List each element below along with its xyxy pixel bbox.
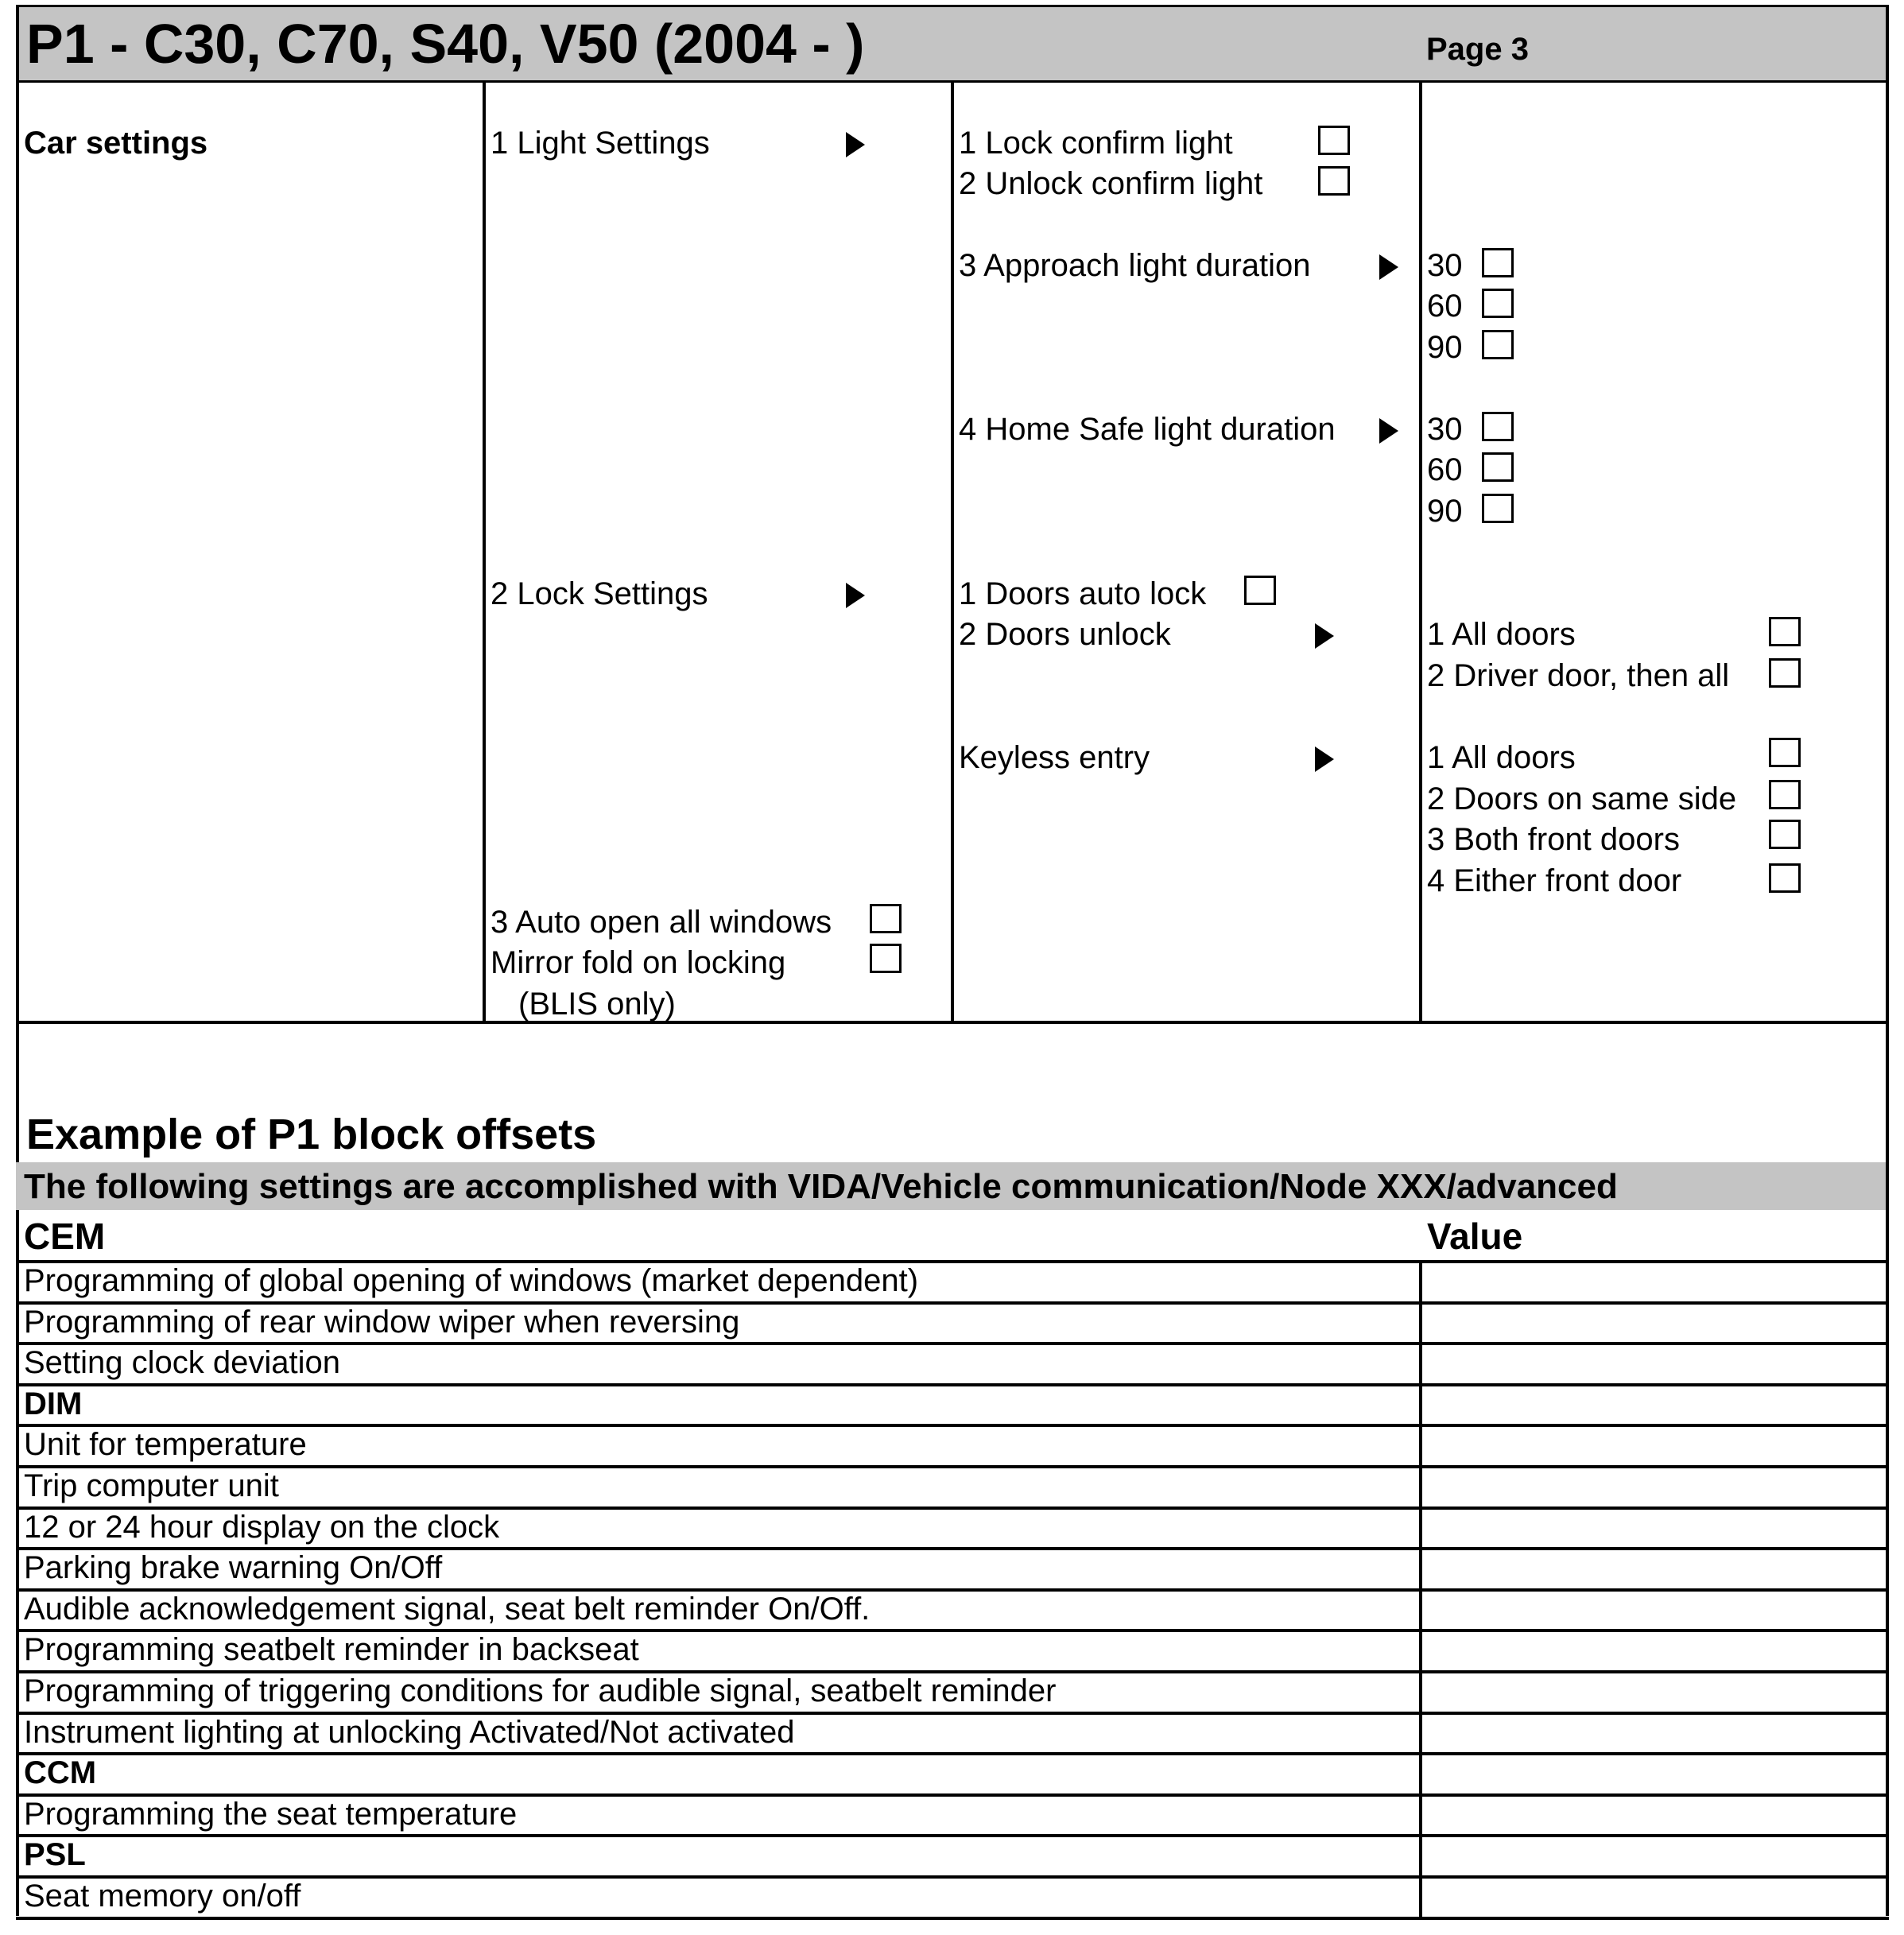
mirror-fold-label: Mirror fold on locking — [491, 945, 786, 980]
offsets-value-cell[interactable] — [1422, 1386, 1886, 1425]
offsets-section-label: DIM — [24, 1386, 83, 1421]
offsets-value-cell[interactable] — [1422, 1797, 1886, 1835]
keyless-both-front-checkbox[interactable] — [1769, 820, 1801, 849]
home-safe-option-30: 30 — [1427, 412, 1463, 447]
keyless-option-same-side: 2 Doors on same side — [1427, 781, 1737, 816]
doors-auto-lock-label: 1 Doors auto lock — [959, 576, 1207, 611]
keyless-option-either-front: 4 Either front door — [1427, 863, 1682, 898]
keyless-option-both-front: 3 Both front doors — [1427, 822, 1680, 857]
unlock-driver-door-checkbox[interactable] — [1769, 658, 1801, 688]
value-column-header: Value — [1427, 1216, 1523, 1257]
unlock-option-driver-door: 2 Driver door, then all — [1427, 658, 1730, 693]
keyless-entry-arrow-icon[interactable] — [1315, 746, 1334, 772]
frame-top — [16, 5, 1889, 7]
light-settings-label: 1 Light Settings — [491, 126, 710, 161]
offsets-value-cell[interactable] — [1422, 1879, 1886, 1917]
keyless-same-side-checkbox[interactable] — [1769, 780, 1801, 809]
offsets-row-label: Programming of rear window wiper when reversing — [24, 1305, 740, 1340]
home-safe-option-60: 60 — [1427, 452, 1463, 487]
approach-30-checkbox[interactable] — [1482, 248, 1514, 277]
home-safe-arrow-icon[interactable] — [1379, 418, 1398, 444]
offsets-value-cell[interactable] — [1422, 1468, 1886, 1507]
light-settings-arrow-icon[interactable] — [846, 132, 865, 157]
auto-open-windows-label: 3 Auto open all windows — [491, 905, 832, 940]
offsets-section-label: CCM — [24, 1755, 97, 1790]
offsets-row-label: Seat memory on/off — [24, 1879, 301, 1914]
settings-col-divider-3 — [1419, 80, 1422, 1022]
offsets-row-label: Setting clock deviation — [24, 1345, 341, 1380]
offsets-section-label: PSL — [24, 1837, 86, 1872]
approach-option-30: 30 — [1427, 248, 1463, 283]
keyless-all-doors-checkbox[interactable] — [1769, 738, 1801, 767]
approach-light-label: 3 Approach light duration — [959, 248, 1311, 283]
offsets-value-cell[interactable] — [1422, 1550, 1886, 1588]
offsets-value-cell[interactable] — [1422, 1632, 1886, 1670]
offsets-value-cell[interactable] — [1422, 1755, 1886, 1793]
unlock-option-all-doors: 1 All doors — [1427, 617, 1576, 652]
offsets-subtitle: The following settings are accomplished with VIDA/Vehicle communication/Node XXX/advanced — [24, 1167, 1618, 1206]
car-settings-label: Car settings — [24, 126, 208, 161]
unlock-confirm-light-label: 2 Unlock confirm light — [959, 166, 1263, 201]
offsets-value-cell[interactable] — [1422, 1263, 1886, 1301]
home-safe-90-checkbox[interactable] — [1482, 494, 1514, 523]
offsets-row-label: Programming of triggering conditions for audible signal, seatbelt reminder — [24, 1673, 1057, 1708]
keyless-entry-label: Keyless entry — [959, 740, 1150, 775]
offsets-value-cell[interactable] — [1422, 1305, 1886, 1343]
lock-settings-label: 2 Lock Settings — [491, 576, 708, 611]
keyless-either-front-checkbox[interactable] — [1769, 863, 1801, 893]
approach-option-90: 90 — [1427, 330, 1463, 365]
settings-col-divider-1 — [483, 80, 486, 1022]
doors-auto-lock-checkbox[interactable] — [1244, 576, 1276, 605]
offsets-value-cell[interactable] — [1422, 1673, 1886, 1712]
offsets-row-label: Unit for temperature — [24, 1427, 307, 1462]
settings-col-divider-2 — [951, 80, 954, 1022]
doors-unlock-label: 2 Doors unlock — [959, 617, 1171, 652]
page-number: Page 3 — [1426, 32, 1529, 67]
home-safe-option-90: 90 — [1427, 494, 1463, 529]
lock-confirm-light-label: 1 Lock confirm light — [959, 126, 1233, 161]
offsets-value-cell[interactable] — [1422, 1837, 1886, 1875]
offsets-row-label: Audible acknowledgement signal, seat belt reminder On/Off. — [24, 1592, 871, 1627]
offsets-row-label: Programming of global opening of windows (market dependent) — [24, 1263, 919, 1298]
mirror-fold-note: (BLIS only) — [518, 987, 676, 1022]
offsets-value-cell[interactable] — [1422, 1510, 1886, 1548]
offsets-value-cell[interactable] — [1422, 1345, 1886, 1383]
mirror-fold-checkbox[interactable] — [870, 944, 902, 973]
auto-open-windows-checkbox[interactable] — [870, 904, 902, 933]
doors-unlock-arrow-icon[interactable] — [1315, 623, 1334, 649]
home-safe-60-checkbox[interactable] — [1482, 452, 1514, 482]
home-safe-light-label: 4 Home Safe light duration — [959, 412, 1336, 447]
offsets-value-cell[interactable] — [1422, 1715, 1886, 1753]
approach-option-60: 60 — [1427, 289, 1463, 324]
offsets-row-label: Parking brake warning On/Off — [24, 1550, 443, 1585]
home-safe-30-checkbox[interactable] — [1482, 412, 1514, 441]
offsets-row-label: Instrument lighting at unlocking Activated/Not activated — [24, 1715, 795, 1750]
offsets-row-label: 12 or 24 hour display on the clock — [24, 1510, 500, 1545]
offsets-value-cell[interactable] — [1422, 1592, 1886, 1630]
page-title: P1 - C30, C70, S40, V50 (2004 - ) — [26, 13, 865, 75]
offsets-row-label: Programming the seat temperature — [24, 1797, 518, 1832]
offsets-row-label: Trip computer unit — [24, 1468, 279, 1503]
unlock-confirm-light-checkbox[interactable] — [1318, 166, 1350, 196]
approach-light-arrow-icon[interactable] — [1379, 254, 1398, 280]
settings-bottom-line — [16, 1021, 1889, 1024]
keyless-option-all-doors: 1 All doors — [1427, 740, 1576, 775]
approach-60-checkbox[interactable] — [1482, 289, 1514, 318]
offsets-row-line — [16, 1917, 1889, 1920]
offsets-title: Example of P1 block offsets — [26, 1111, 597, 1158]
offsets-row-label: Programming seatbelt reminder in backseat — [24, 1632, 639, 1667]
cem-column-header: CEM — [24, 1216, 106, 1257]
approach-90-checkbox[interactable] — [1482, 330, 1514, 359]
offsets-value-cell[interactable] — [1422, 1427, 1886, 1465]
lock-confirm-light-checkbox[interactable] — [1318, 126, 1350, 155]
lock-settings-arrow-icon[interactable] — [846, 583, 865, 608]
unlock-all-doors-checkbox[interactable] — [1769, 617, 1801, 646]
